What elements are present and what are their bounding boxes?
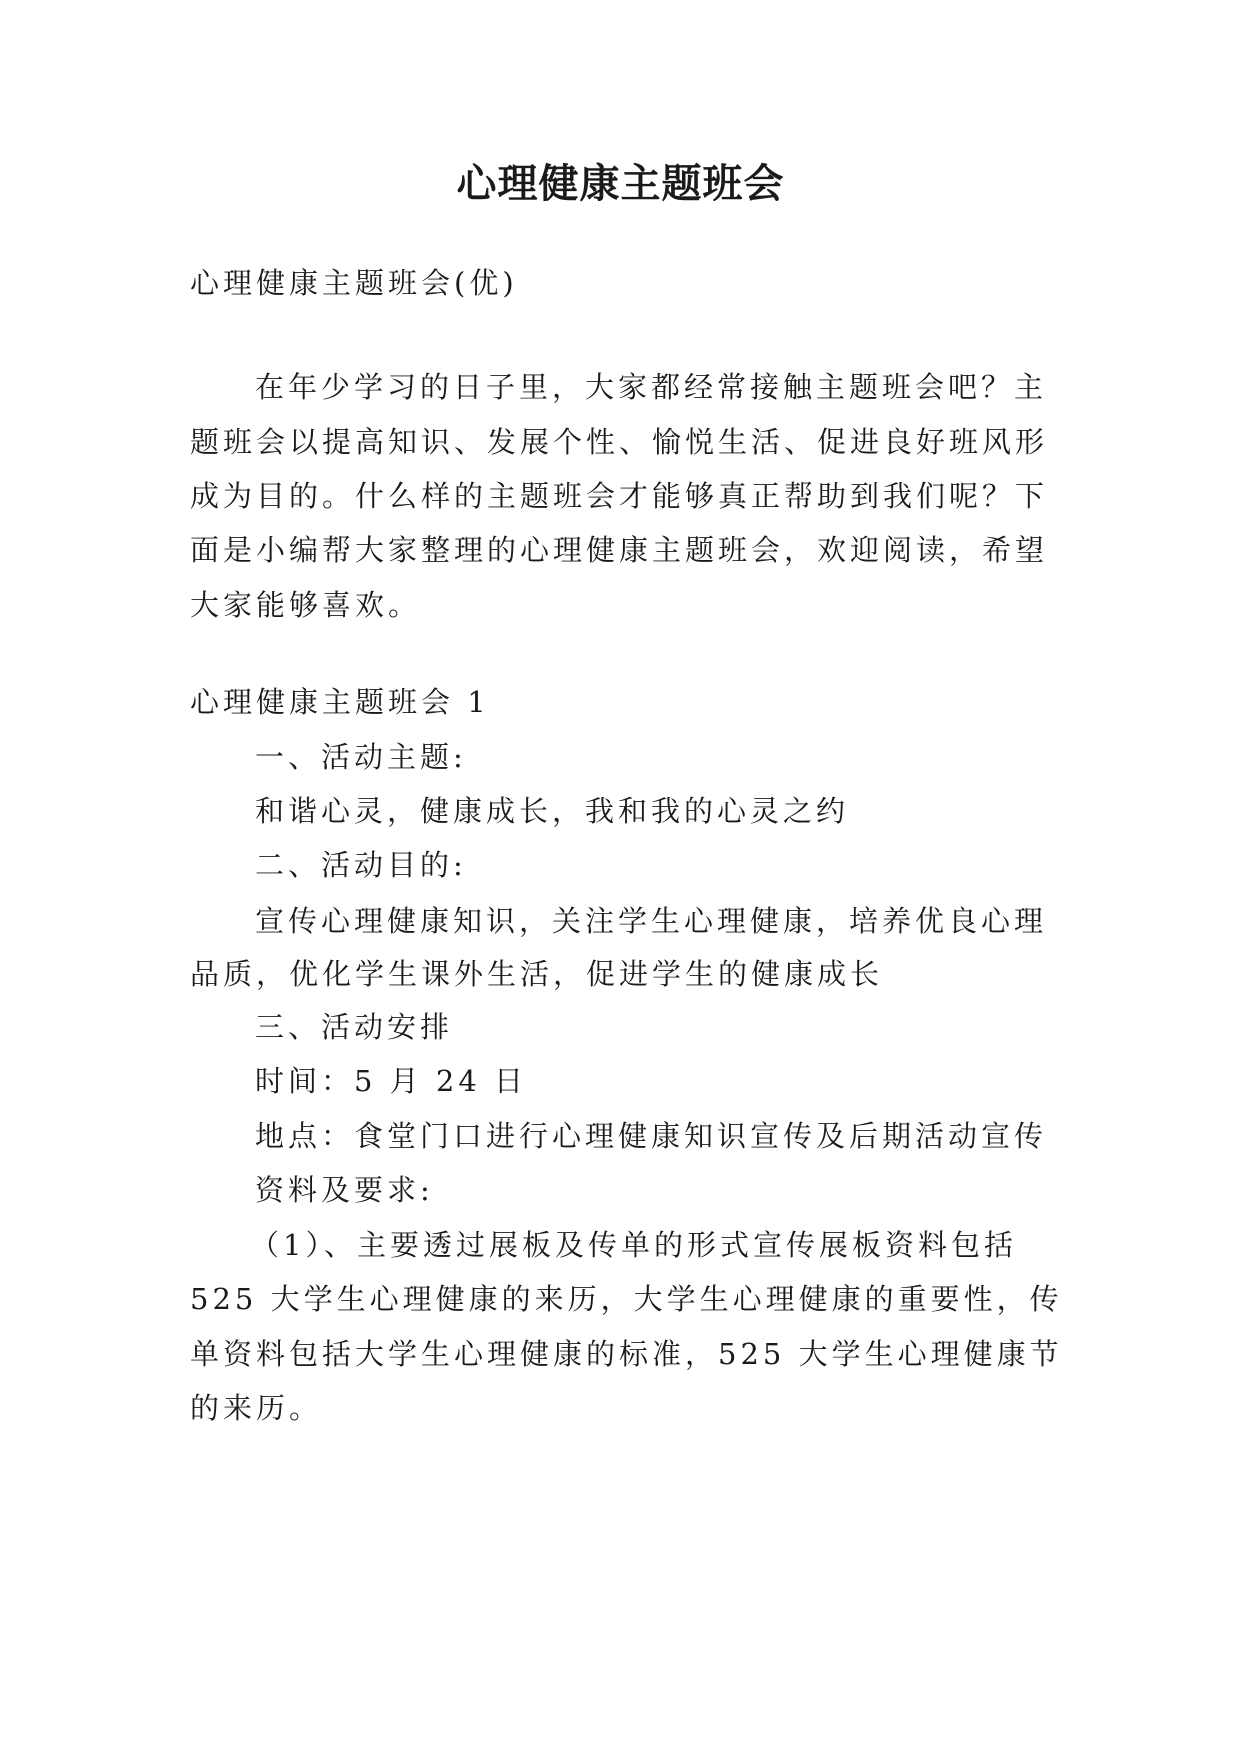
materials-item-line: （1）、主要透过展板及传单的形式宣传展板资料包括 xyxy=(250,1228,1017,1262)
activity-goal-line: 宣传心理健康知识，关注学生心理健康，培养优良心理 xyxy=(255,904,1048,938)
activity-arrangement-label: 三、活动安排 xyxy=(255,1010,454,1044)
activity-theme-text: 和谐心灵，健康成长，我和我的心灵之约 xyxy=(255,794,850,828)
materials-label: 资料及要求: xyxy=(255,1173,434,1207)
activity-time: 时间：5 月 24 日 xyxy=(255,1064,528,1098)
activity-place: 地点：食堂门口进行心理健康知识宣传及后期活动宣传 xyxy=(255,1119,1048,1153)
materials-item-line: 的来历。 xyxy=(190,1391,323,1425)
intro-paragraph-line: 成为目的。什么样的主题班会才能够真正帮助到我们呢？下 xyxy=(190,479,1049,513)
materials-item-line: 525 大学生心理健康的来历，大学生心理健康的重要性，传 xyxy=(190,1282,1063,1316)
document-subtitle: 心理健康主题班会(优) xyxy=(190,266,518,300)
materials-item-line: 单资料包括大学生心理健康的标准，525 大学生心理健康节 xyxy=(190,1337,1063,1371)
activity-theme-label: 一、活动主题: xyxy=(255,740,467,774)
document-title: 心理健康主题班会 xyxy=(456,160,785,207)
activity-goal-label: 二、活动目的: xyxy=(255,848,467,882)
intro-paragraph-line: 大家能够喜欢。 xyxy=(190,588,422,622)
intro-paragraph-line: 面是小编帮大家整理的心理健康主题班会，欢迎阅读，希望 xyxy=(190,533,1049,567)
section-heading: 心理健康主题班会 1 xyxy=(190,685,490,719)
activity-goal-line: 品质，优化学生课外生活，促进学生的健康成长 xyxy=(190,957,884,991)
intro-paragraph-line: 在年少学习的日子里，大家都经常接触主题班会吧？主 xyxy=(255,370,1048,404)
intro-paragraph-line: 题班会以提高知识、发展个性、愉悦生活、促进良好班风形 xyxy=(190,425,1049,459)
